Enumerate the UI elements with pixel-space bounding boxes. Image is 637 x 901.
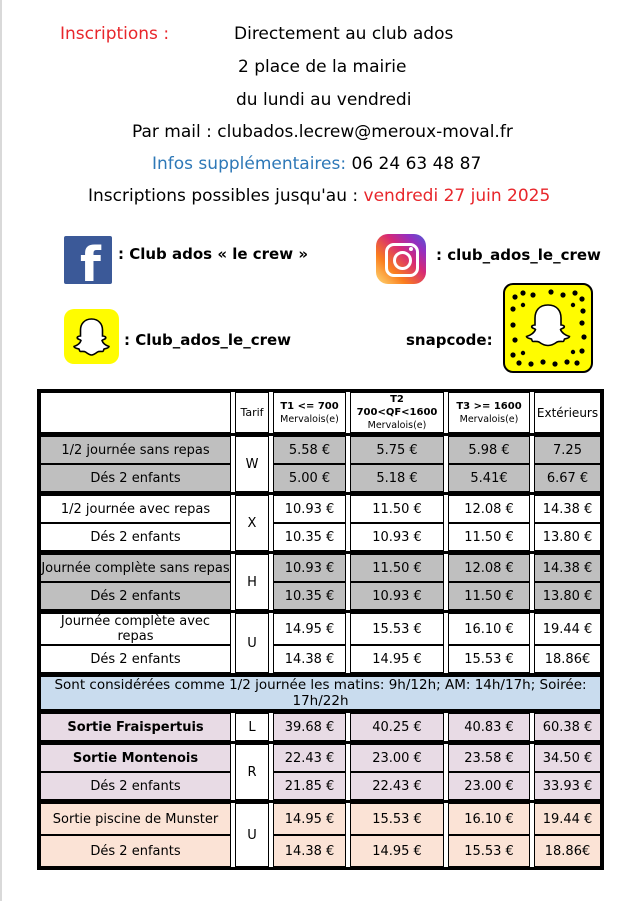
row-label: Dés 2 enfants: [40, 772, 231, 800]
header-t2: T2 700<QF<1600 Mervalois(e): [350, 392, 444, 433]
price-t1: 10.93 €: [273, 554, 346, 582]
price-t1: 10.35 €: [273, 582, 346, 610]
price-t3: 23.00 €: [448, 772, 530, 800]
page-edge: [0, 0, 2, 901]
price-ext: 19.44 €: [534, 803, 601, 835]
price-t3: 15.53 €: [448, 645, 530, 673]
table-row: [40, 613, 601, 645]
row-label: Journée complète avec repas: [40, 613, 231, 645]
price-ext: 7.25: [534, 436, 601, 464]
half-day-note: Sont considérées comme 1/2 journée les matins: 9h/12h; AM: 14h/17h; Soirée: 17h/22h: [40, 676, 601, 710]
snapchat-icon[interactable]: [64, 309, 119, 364]
price-t3: 12.08 €: [448, 554, 530, 582]
table-row: [40, 645, 601, 673]
deadline-line: [88, 186, 550, 206]
price-t2: 22.43 €: [350, 772, 444, 800]
header-row: [40, 392, 601, 433]
price-t1: 5.58 €: [273, 436, 346, 464]
table-row: [40, 464, 601, 492]
price-t2: 40.25 €: [350, 713, 444, 741]
price-ext: 6.67 €: [534, 464, 601, 492]
price-t3: 15.53 €: [448, 835, 530, 867]
phone-number[interactable]: 06 24 63 48 87: [351, 154, 482, 174]
price-t2: 15.53 €: [350, 613, 444, 645]
price-t1: 14.95 €: [273, 613, 346, 645]
note-row: [40, 676, 601, 710]
tarif-code: R: [235, 744, 269, 800]
price-ext: 33.93 €: [534, 772, 601, 800]
price-t1: 21.85 €: [273, 772, 346, 800]
table-row: [40, 803, 601, 835]
price-ext: 14.38 €: [534, 495, 601, 523]
row-label: Sortie Fraispertuis: [40, 713, 231, 741]
tarif-code: H: [235, 554, 269, 610]
row-label: 1/2 journée sans repas: [40, 436, 231, 464]
infos-label: Infos supplémentaires:: [152, 154, 347, 174]
price-t1: 39.68 €: [273, 713, 346, 741]
tarif-code: W: [235, 436, 269, 492]
tarif-code: X: [235, 495, 269, 551]
days-line: du lundi au vendredi: [236, 90, 412, 110]
price-t3: 12.08 €: [448, 495, 530, 523]
price-t2: 11.50 €: [350, 554, 444, 582]
row-label: Journée complète sans repas: [40, 554, 231, 582]
inscriptions-label: Inscriptions :: [60, 24, 170, 44]
price-t1: 14.38 €: [273, 645, 346, 673]
price-t3: 5.41€: [448, 464, 530, 492]
price-t3: 16.10 €: [448, 803, 530, 835]
price-t3: 40.83 €: [448, 713, 530, 741]
table-row: [40, 554, 601, 582]
row-label: Dés 2 enfants: [40, 582, 231, 610]
row-label: Dés 2 enfants: [40, 835, 231, 867]
header-t3: T3 >= 1600 Mervalois(e): [448, 392, 530, 433]
tarif-code: U: [235, 803, 269, 867]
row-label: Sortie Montenois: [40, 744, 231, 772]
price-ext: 13.80 €: [534, 582, 601, 610]
table-row: [40, 436, 601, 464]
header-blank: [40, 392, 231, 433]
snapcode-label: snapcode:: [406, 331, 493, 349]
price-t2: 10.93 €: [350, 582, 444, 610]
instagram-icon[interactable]: [376, 234, 426, 284]
price-t3: 11.50 €: [448, 582, 530, 610]
price-t1: 14.95 €: [273, 803, 346, 835]
price-ext: 18.86€: [534, 835, 601, 867]
price-t2: 5.18 €: [350, 464, 444, 492]
snapcode-dots: [505, 285, 591, 371]
price-t2: 14.95 €: [350, 645, 444, 673]
price-t2: 14.95 €: [350, 835, 444, 867]
price-t2: 5.75 €: [350, 436, 444, 464]
price-ext: 34.50 €: [534, 744, 601, 772]
snapchat-handle[interactable]: : Club_ados_le_crew: [124, 331, 292, 349]
row-label: Dés 2 enfants: [40, 464, 231, 492]
price-t3: 23.58 €: [448, 744, 530, 772]
row-label: Sortie piscine de Munster: [40, 803, 231, 835]
price-t1: 22.43 €: [273, 744, 346, 772]
price-ext: 18.86€: [534, 645, 601, 673]
price-ext: 14.38 €: [534, 554, 601, 582]
price-t3: 5.98 €: [448, 436, 530, 464]
table-row: [40, 713, 601, 741]
facebook-icon[interactable]: f: [64, 236, 112, 284]
tariff-table: [37, 389, 604, 870]
header-t1: T1 <= 700 Mervalois(e): [273, 392, 346, 433]
deadline-date: vendredi 27 juin 2025: [363, 186, 551, 206]
price-ext: 60.38 €: [534, 713, 601, 741]
table-row: [40, 523, 601, 551]
table-row: [40, 835, 601, 867]
price-t1: 10.35 €: [273, 523, 346, 551]
price-ext: 13.80 €: [534, 523, 601, 551]
instagram-handle[interactable]: : club_ados_le_crew: [436, 246, 601, 264]
price-t2: 23.00 €: [350, 744, 444, 772]
price-t3: 11.50 €: [448, 523, 530, 551]
price-t1: 10.93 €: [273, 495, 346, 523]
phone-line: [152, 154, 481, 174]
price-t2: 10.93 €: [350, 523, 444, 551]
header-ext: Extérieurs: [534, 392, 601, 433]
price-t1: 14.38 €: [273, 835, 346, 867]
table-row: [40, 582, 601, 610]
row-label: Dés 2 enfants: [40, 523, 231, 551]
row-label: 1/2 journée avec repas: [40, 495, 231, 523]
tarif-code: L: [235, 713, 269, 741]
row-label: Dés 2 enfants: [40, 645, 231, 673]
price-t1: 5.00 €: [273, 464, 346, 492]
location-line2: 2 place de la mairie: [238, 57, 407, 77]
header-tarif: Tarif: [235, 392, 269, 433]
price-t2: 15.53 €: [350, 803, 444, 835]
price-t3: 16.10 €: [448, 613, 530, 645]
location-line1: Directement au club ados: [234, 24, 454, 44]
snapcode-image[interactable]: [503, 283, 593, 373]
price-t2: 11.50 €: [350, 495, 444, 523]
table-row: [40, 744, 601, 772]
deadline-label: Inscriptions possibles jusqu'au :: [88, 186, 359, 206]
mail-line[interactable]: Par mail : clubados.lecrew@meroux-moval.fr: [132, 122, 513, 142]
price-ext: 19.44 €: [534, 613, 601, 645]
facebook-handle[interactable]: : Club ados « le crew »: [118, 245, 309, 263]
tarif-code: U: [235, 613, 269, 673]
table-row: [40, 772, 601, 800]
table-row: [40, 495, 601, 523]
